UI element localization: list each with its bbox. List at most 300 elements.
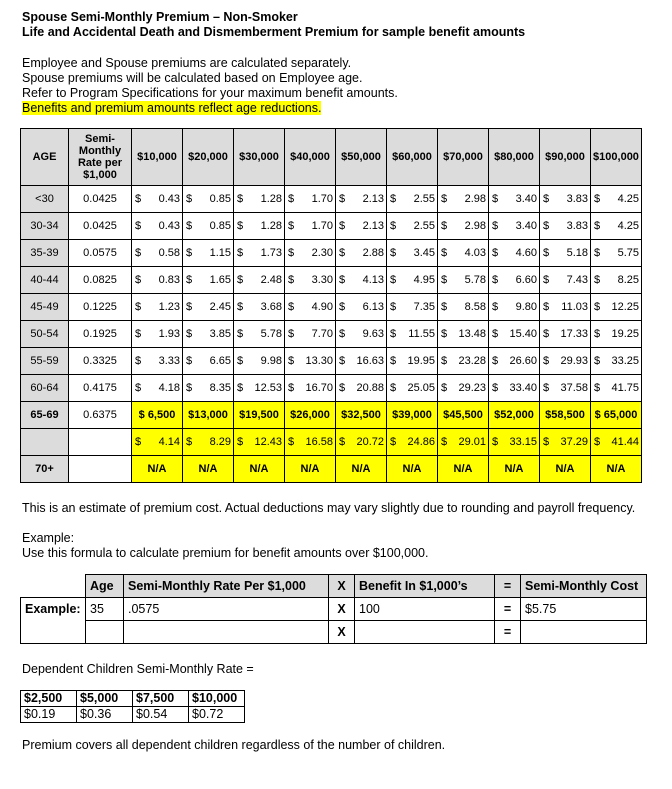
dependent-rates-row — [21, 707, 245, 723]
premium-row — [21, 321, 642, 348]
example-row — [21, 598, 647, 621]
premium-value: 5.78 — [464, 274, 486, 286]
premium-cell — [540, 267, 591, 294]
premium-value: 2.88 — [362, 247, 384, 259]
dollar-sign: $ — [492, 247, 499, 259]
not-available-cell: N/A — [591, 456, 642, 483]
dollar-sign: $ — [339, 301, 346, 313]
premium-value: 15.40 — [509, 328, 537, 340]
dollar-sign: $ — [135, 436, 142, 448]
premium-value: 4.60 — [515, 247, 537, 259]
premium-value: 2.45 — [209, 301, 231, 313]
dollar-sign: $ — [441, 220, 448, 232]
premium-cell — [438, 348, 489, 375]
dollar-sign: $ — [492, 220, 499, 232]
premium-value: 1.23 — [158, 301, 180, 313]
premium-value: 11.03 — [561, 301, 588, 313]
premium-cell — [336, 375, 387, 402]
dollar-sign: $ — [543, 382, 550, 394]
rate-cell: 0.0425 — [69, 213, 132, 240]
dollar-sign: $ — [339, 247, 346, 259]
premium-cell — [489, 375, 540, 402]
premium-value: 0.85 — [209, 193, 231, 205]
example-heading: Example: — [22, 531, 75, 545]
premium-row — [21, 186, 642, 213]
premium-cell — [489, 429, 540, 456]
premium-value: 6.65 — [209, 355, 231, 367]
premium-value: 5.75 — [617, 247, 639, 259]
intro-text — [22, 56, 398, 116]
premium-value: 8.35 — [209, 382, 231, 394]
example-table — [20, 574, 647, 644]
dollar-sign: $ — [135, 274, 142, 286]
dollar-sign: $ — [339, 382, 346, 394]
premium-cell — [387, 186, 438, 213]
premium-cell — [489, 348, 540, 375]
age-band: 45-49 — [21, 294, 69, 321]
premium-value: 20.88 — [356, 382, 384, 394]
dollar-sign: $ — [288, 382, 295, 394]
not-available-cell: N/A — [132, 456, 183, 483]
example-formula-text: Use this formula to calculate premium for benefit amounts over $100,000. — [22, 546, 429, 560]
rate-cell: 0.0425 — [69, 186, 132, 213]
dollar-sign: $ — [339, 436, 346, 448]
dollar-sign: $ — [186, 274, 193, 286]
dollar-sign: $ — [339, 193, 346, 205]
premium-cell — [285, 375, 336, 402]
premium-cell — [234, 213, 285, 240]
example-header-row — [21, 575, 647, 598]
dollar-sign: $ — [492, 274, 499, 286]
dependent-rate: $0.54 — [133, 707, 189, 723]
dollar-sign: $ — [492, 436, 499, 448]
example-cell: X — [329, 621, 355, 644]
age-band: 60-64 — [21, 375, 69, 402]
dollar-sign: $ — [390, 220, 397, 232]
header-age: AGE — [21, 129, 69, 186]
example-header: = — [495, 575, 521, 598]
not-available-cell: N/A — [285, 456, 336, 483]
premium-cell — [234, 267, 285, 294]
premium-value: 3.83 — [566, 220, 588, 232]
header-benefit: $70,000 — [438, 129, 489, 186]
dollar-sign: $ — [594, 328, 601, 340]
premium-value: 16.70 — [305, 382, 333, 394]
premium-value: 33.40 — [509, 382, 537, 394]
reduced-benefit-cell: $13,000 — [183, 402, 234, 429]
premium-cell — [489, 321, 540, 348]
dollar-sign: $ — [135, 355, 142, 367]
premium-cell — [591, 267, 642, 294]
dollar-sign: $ — [237, 355, 244, 367]
dollar-sign: $ — [441, 274, 448, 286]
dependent-rate: $0.36 — [77, 707, 133, 723]
rate-cell: 0.1925 — [69, 321, 132, 348]
reduced-benefit-cell: $ 65,000 — [591, 402, 642, 429]
dollar-sign: $ — [186, 382, 193, 394]
dollar-sign: $ — [543, 247, 550, 259]
dollar-sign: $ — [594, 274, 601, 286]
premium-row — [21, 348, 642, 375]
premium-cell — [489, 240, 540, 267]
dollar-sign: $ — [543, 301, 550, 313]
premium-value: 41.75 — [611, 382, 639, 394]
premium-value: 1.15 — [209, 247, 231, 259]
age-band: 40-44 — [21, 267, 69, 294]
premium-row — [21, 213, 642, 240]
rate-cell: 0.4175 — [69, 375, 132, 402]
premium-cell — [438, 267, 489, 294]
premium-value: 2.48 — [260, 274, 282, 286]
age-band: 70+ — [21, 456, 69, 483]
header-benefit: $80,000 — [489, 129, 540, 186]
dollar-sign: $ — [186, 193, 193, 205]
rate-cell: 0.0825 — [69, 267, 132, 294]
premium-value: 4.18 — [158, 382, 180, 394]
premium-value: 41.44 — [611, 436, 639, 448]
rate-cell: 0.6375 — [69, 402, 132, 429]
premium-value: 33.25 — [611, 355, 639, 367]
dollar-sign: $ — [186, 328, 193, 340]
premium-value: 2.55 — [413, 193, 435, 205]
premium-cell — [387, 375, 438, 402]
dependent-amount: $5,000 — [77, 691, 133, 707]
dollar-sign: $ — [288, 301, 295, 313]
premium-cell — [132, 213, 183, 240]
premium-value: 4.95 — [413, 274, 435, 286]
dollar-sign: $ — [237, 220, 244, 232]
premium-value: 24.86 — [407, 436, 435, 448]
dollar-sign: $ — [237, 301, 244, 313]
premium-value: 29.23 — [458, 382, 486, 394]
premium-cell — [540, 186, 591, 213]
premium-value: 37.58 — [560, 382, 588, 394]
premium-cell — [132, 240, 183, 267]
dollar-sign: $ — [441, 247, 448, 259]
premium-cell — [132, 348, 183, 375]
dollar-sign: $ — [492, 301, 499, 313]
header-rate: Semi-Monthly Rate per $1,000 — [69, 129, 132, 186]
premium-value: 13.48 — [458, 328, 486, 340]
example-cell: X — [329, 598, 355, 621]
dependent-rate-table — [20, 690, 245, 723]
premium-cell — [285, 321, 336, 348]
premium-value: 25.05 — [407, 382, 435, 394]
premium-cell — [387, 213, 438, 240]
rate-cell: 0.3325 — [69, 348, 132, 375]
premium-value: 3.45 — [413, 247, 435, 259]
premium-value: 29.93 — [560, 355, 588, 367]
dollar-sign: $ — [543, 436, 550, 448]
premium-cell — [285, 348, 336, 375]
dollar-sign: $ — [186, 220, 193, 232]
intro-line: Refer to Program Specifications for your maximum benefit amounts. — [22, 86, 398, 100]
premium-cell — [285, 294, 336, 321]
rate-cell: 0.1225 — [69, 294, 132, 321]
estimate-note: This is an estimate of premium cost. Actual deductions may vary slightly due to rounding and payroll frequency. — [22, 501, 636, 515]
premium-value: 8.58 — [464, 301, 486, 313]
age-band: 30-34 — [21, 213, 69, 240]
premium-value: 16.63 — [356, 355, 384, 367]
premium-cell — [591, 294, 642, 321]
premium-cell — [438, 321, 489, 348]
premium-cell — [540, 429, 591, 456]
header-benefit: $90,000 — [540, 129, 591, 186]
premium-cell — [387, 321, 438, 348]
premium-table-header — [21, 129, 642, 186]
example-cell — [521, 621, 647, 644]
header-benefit: $10,000 — [132, 129, 183, 186]
premium-value: 6.13 — [362, 301, 384, 313]
premium-cell — [132, 375, 183, 402]
coverage-note: Premium covers all dependent children regardless of the number of children. — [22, 738, 446, 752]
premium-cell — [336, 348, 387, 375]
premium-cell — [540, 294, 591, 321]
dollar-sign: $ — [390, 247, 397, 259]
premium-cell — [132, 267, 183, 294]
premium-value: 4.90 — [311, 301, 333, 313]
premium-value: 2.55 — [413, 220, 435, 232]
example-cell — [355, 621, 495, 644]
premium-value: 33.15 — [509, 436, 537, 448]
premium-value: 0.58 — [158, 247, 180, 259]
premium-cell — [387, 294, 438, 321]
dollar-sign: $ — [135, 193, 142, 205]
dollar-sign: $ — [390, 301, 397, 313]
premium-value: 7.43 — [566, 274, 588, 286]
dependent-amounts-row — [21, 691, 245, 707]
premium-value: 9.98 — [260, 355, 282, 367]
reduced-benefit-cell: $45,500 — [438, 402, 489, 429]
dollar-sign: $ — [492, 193, 499, 205]
premium-cell — [285, 213, 336, 240]
premium-cell — [285, 429, 336, 456]
dollar-sign: $ — [288, 328, 295, 340]
dollar-sign: $ — [441, 301, 448, 313]
header-benefit: $40,000 — [285, 129, 336, 186]
header-benefit: $30,000 — [234, 129, 285, 186]
intro-line: Spouse premiums will be calculated based on Employee age. — [22, 71, 363, 85]
example-cell: = — [495, 621, 521, 644]
premium-row-65-69 — [21, 402, 642, 429]
header-benefit: $20,000 — [183, 129, 234, 186]
dollar-sign: $ — [339, 328, 346, 340]
premium-value: 2.13 — [362, 220, 384, 232]
premium-value: 2.13 — [362, 193, 384, 205]
premium-value: 4.25 — [617, 193, 639, 205]
premium-value: 2.98 — [464, 220, 486, 232]
premium-cell — [438, 186, 489, 213]
dollar-sign: $ — [237, 328, 244, 340]
dollar-sign: $ — [594, 382, 601, 394]
dollar-sign: $ — [594, 301, 601, 313]
premium-cell — [183, 240, 234, 267]
premium-cell — [540, 213, 591, 240]
premium-cell — [285, 186, 336, 213]
reduced-benefit-cell: $26,000 — [285, 402, 336, 429]
dollar-sign: $ — [288, 193, 295, 205]
premium-value: 1.70 — [311, 193, 333, 205]
premium-cell — [336, 186, 387, 213]
premium-value: 7.35 — [413, 301, 435, 313]
premium-cell — [489, 186, 540, 213]
example-header: Age — [86, 575, 124, 598]
dollar-sign: $ — [594, 436, 601, 448]
premium-cell — [591, 429, 642, 456]
premium-cell — [591, 186, 642, 213]
dollar-sign: $ — [339, 355, 346, 367]
premium-row — [21, 267, 642, 294]
dollar-sign: $ — [237, 382, 244, 394]
age-band: 55-59 — [21, 348, 69, 375]
premium-value: 0.43 — [158, 220, 180, 232]
premium-cell — [336, 429, 387, 456]
premium-value: 1.70 — [311, 220, 333, 232]
premium-cell — [183, 186, 234, 213]
premium-value: 2.98 — [464, 193, 486, 205]
premium-value: 29.01 — [458, 436, 486, 448]
premium-value: 1.73 — [260, 247, 282, 259]
rate-cell: 0.0575 — [69, 240, 132, 267]
premium-cell — [234, 186, 285, 213]
premium-cell — [336, 213, 387, 240]
premium-value: 6.60 — [515, 274, 537, 286]
example-header: Semi-Monthly Rate Per $1,000 — [124, 575, 329, 598]
premium-value: 19.95 — [407, 355, 435, 367]
dollar-sign: $ — [543, 193, 550, 205]
age-band: 50-54 — [21, 321, 69, 348]
premium-value: 23.28 — [458, 355, 486, 367]
dollar-sign: $ — [543, 328, 550, 340]
premium-cell — [540, 321, 591, 348]
premium-row — [21, 294, 642, 321]
premium-value: 3.40 — [515, 220, 537, 232]
premium-value: 3.30 — [311, 274, 333, 286]
premium-cell — [183, 267, 234, 294]
premium-cell — [234, 375, 285, 402]
premium-cell — [540, 240, 591, 267]
premium-cell — [234, 294, 285, 321]
dollar-sign: $ — [288, 247, 295, 259]
premium-value: 4.03 — [464, 247, 486, 259]
premium-value: 0.43 — [158, 193, 180, 205]
premium-value: 16.58 — [305, 436, 333, 448]
dependent-amount: $2,500 — [21, 691, 77, 707]
dollar-sign: $ — [594, 247, 601, 259]
dollar-sign: $ — [390, 355, 397, 367]
premium-cell — [183, 321, 234, 348]
premium-value: 1.93 — [158, 328, 180, 340]
example-cell: .0575 — [124, 598, 329, 621]
not-available-cell: N/A — [234, 456, 285, 483]
dollar-sign: $ — [390, 193, 397, 205]
premium-row-65-69-cost — [21, 429, 642, 456]
premium-value: 5.78 — [260, 328, 282, 340]
example-row — [21, 621, 647, 644]
premium-value: 12.25 — [611, 301, 639, 313]
premium-value: 17.33 — [560, 328, 588, 340]
premium-cell — [387, 240, 438, 267]
premium-value: 26.60 — [509, 355, 537, 367]
premium-value: 3.33 — [158, 355, 180, 367]
premium-cell — [234, 348, 285, 375]
premium-cell — [591, 213, 642, 240]
dependent-amount: $10,000 — [189, 691, 245, 707]
title-line-1: Spouse Semi-Monthly Premium – Non-Smoker — [22, 10, 298, 24]
premium-cell — [540, 348, 591, 375]
dollar-sign: $ — [441, 436, 448, 448]
premium-value: 3.40 — [515, 193, 537, 205]
dollar-sign: $ — [441, 328, 448, 340]
premium-cell — [183, 348, 234, 375]
premium-value: 2.30 — [311, 247, 333, 259]
premium-value: 13.30 — [305, 355, 333, 367]
age-band: 65-69 — [21, 402, 69, 429]
premium-value: 4.13 — [362, 274, 384, 286]
dollar-sign: $ — [390, 328, 397, 340]
page-title — [22, 10, 525, 40]
premium-value: 19.25 — [611, 328, 639, 340]
dollar-sign: $ — [594, 220, 601, 232]
dollar-sign: $ — [135, 247, 142, 259]
premium-cell — [489, 267, 540, 294]
dollar-sign: $ — [492, 382, 499, 394]
premium-value: 5.18 — [566, 247, 588, 259]
dollar-sign: $ — [186, 247, 193, 259]
premium-cell — [183, 294, 234, 321]
premium-cell — [591, 240, 642, 267]
premium-cell — [336, 294, 387, 321]
dollar-sign: $ — [492, 328, 499, 340]
header-benefit: $60,000 — [387, 129, 438, 186]
premium-cell — [489, 294, 540, 321]
premium-cell — [183, 213, 234, 240]
premium-value: 9.80 — [515, 301, 537, 313]
premium-cell — [234, 429, 285, 456]
premium-value: 3.83 — [566, 193, 588, 205]
dependent-rate-label: Dependent Children Semi-Monthly Rate = — [22, 662, 254, 676]
example-intro — [22, 531, 428, 561]
dollar-sign: $ — [339, 220, 346, 232]
premium-value: 37.29 — [560, 436, 588, 448]
example-cell: 35 — [86, 598, 124, 621]
premium-cell — [336, 321, 387, 348]
dollar-sign: $ — [186, 301, 193, 313]
dollar-sign: $ — [594, 193, 601, 205]
premium-cell — [183, 429, 234, 456]
premium-value: 4.14 — [158, 436, 180, 448]
premium-cell — [336, 240, 387, 267]
example-cell: 100 — [355, 598, 495, 621]
dollar-sign: $ — [492, 355, 499, 367]
premium-cell — [438, 240, 489, 267]
premium-cell — [387, 348, 438, 375]
premium-value: 1.65 — [209, 274, 231, 286]
dollar-sign: $ — [288, 355, 295, 367]
premium-value: 0.83 — [158, 274, 180, 286]
example-cell — [86, 621, 124, 644]
dollar-sign: $ — [441, 193, 448, 205]
example-header: Semi-Monthly Cost — [521, 575, 647, 598]
premium-value: 20.72 — [356, 436, 384, 448]
premium-cell — [489, 213, 540, 240]
example-row-label: Example: — [21, 598, 86, 621]
dependent-rate: $0.72 — [189, 707, 245, 723]
premium-value: 9.63 — [362, 328, 384, 340]
premium-row-70-plus — [21, 456, 642, 483]
age-band: <30 — [21, 186, 69, 213]
not-available-cell: N/A — [336, 456, 387, 483]
